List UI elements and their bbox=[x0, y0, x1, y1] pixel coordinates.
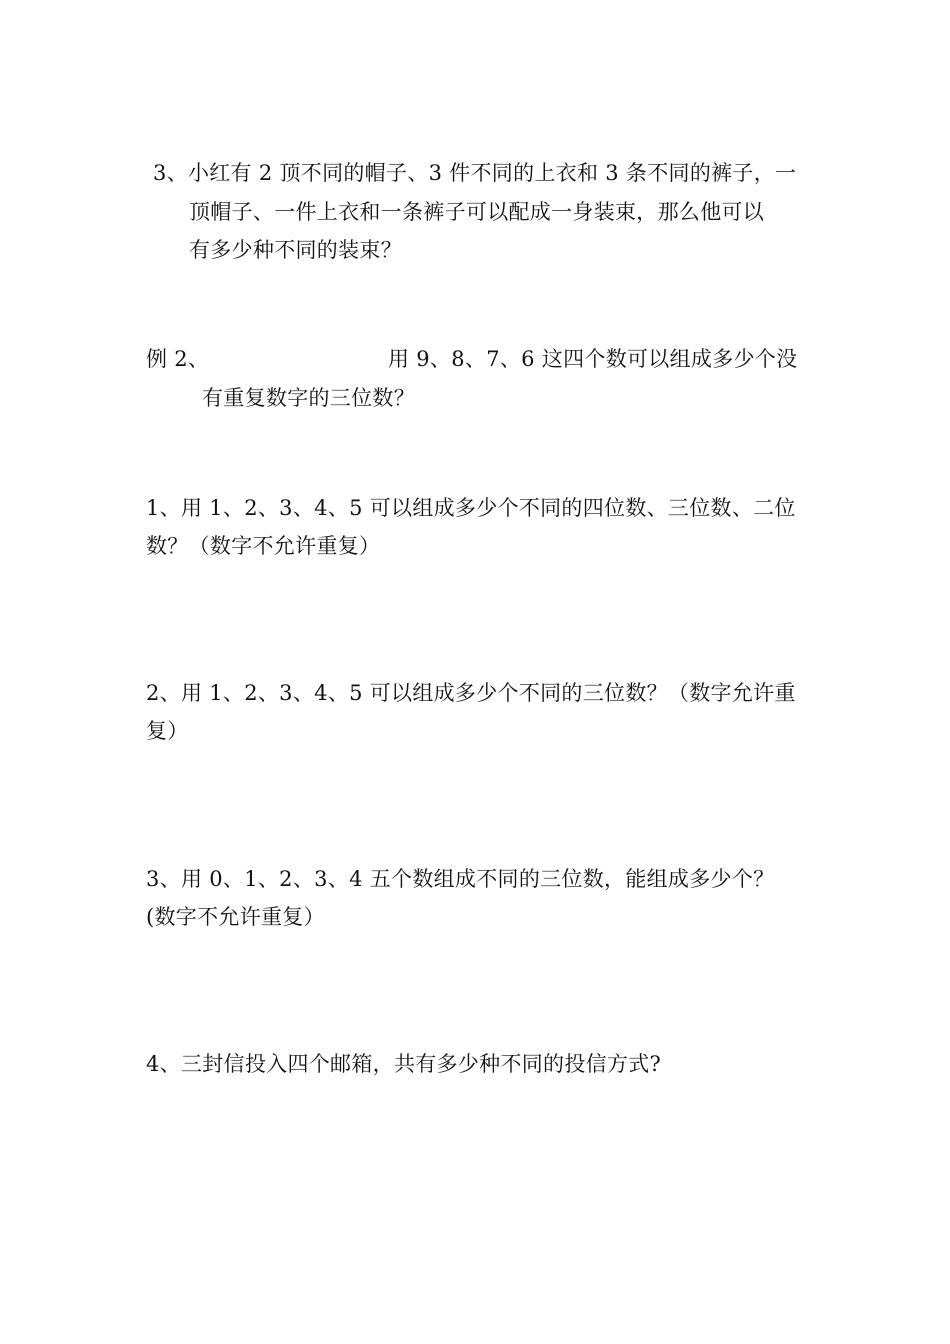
exercise3-line-2: (数字不允许重复） bbox=[146, 905, 325, 929]
exercise3-line-1: 3、用 0、1、2、3、4 五个数组成不同的三位数，能组成多少个？ bbox=[146, 867, 775, 891]
exercise2-line-1: 2、用 1、2、3、4、5 可以组成多少个不同的三位数？（数字允许重 bbox=[146, 681, 796, 705]
exercise1-line-1: 1、用 1、2、3、4、5 可以组成多少个不同的四位数、三位数、二位 bbox=[146, 496, 796, 520]
exercise1-line-2: 数？（数字不允许重复） bbox=[146, 534, 381, 558]
q3-line-3: 有多少种不同的装束？ bbox=[189, 238, 402, 262]
exercise2-line-2: 复） bbox=[146, 719, 189, 743]
example2-line-2: 有重复数字的三位数？ bbox=[202, 386, 415, 410]
q3-line-2: 顶帽子、一件上衣和一条裤子可以配成一身装束，那么他可以 bbox=[189, 200, 765, 224]
example2-label: 例 2、 bbox=[146, 347, 210, 371]
example2-line-1: 用 9、8、7、6 这四个数可以组成多少个没 bbox=[388, 347, 798, 371]
q3-line-1: 3、小红有 2 顶不同的帽子、3 件不同的上衣和 3 条不同的裤子，一 bbox=[153, 161, 797, 185]
exercise4-line-1: 4、三封信投入四个邮箱，共有多少种不同的投信方式? bbox=[146, 1052, 662, 1076]
